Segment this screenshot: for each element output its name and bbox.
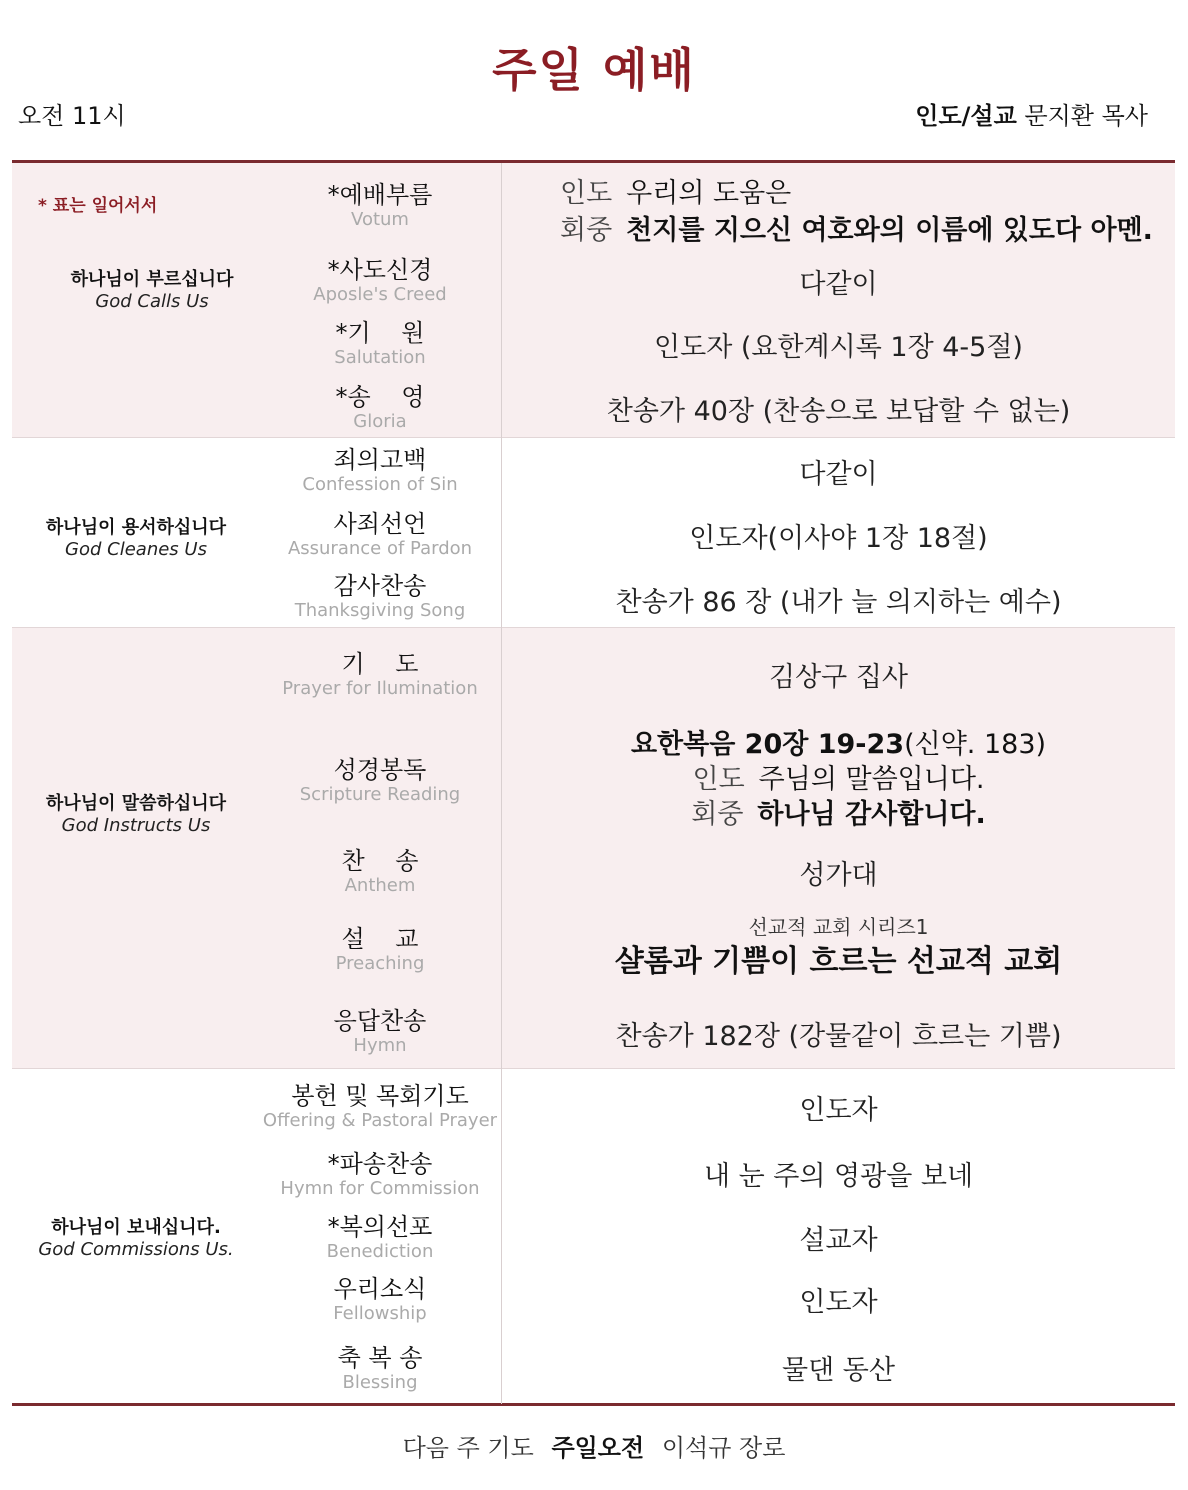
item-subtitle: Thanksgiving Song	[294, 600, 466, 621]
section-god-cleanses	[16, 513, 256, 560]
order-item-gloria	[262, 382, 498, 432]
item-title: 죄의고백	[333, 446, 427, 474]
scripture-leader-line	[502, 762, 1175, 797]
congregation-text: 하나님 감사합니다.	[757, 799, 986, 830]
order-item-fellowship	[262, 1274, 498, 1324]
item-subtitle: Benediction	[326, 1241, 434, 1262]
item-subtitle: Votum	[351, 209, 409, 230]
top-rule	[12, 160, 1175, 163]
scripture-reference	[502, 728, 1175, 762]
item-subtitle: Gloria	[353, 411, 407, 432]
footer-name: 이석규 장로	[661, 1434, 786, 1462]
item-title: 감사찬송	[333, 572, 427, 600]
item-title: *송 영	[335, 383, 425, 411]
order-item-confession	[262, 445, 498, 495]
value-offering: 인도자	[799, 1095, 878, 1126]
sermon-series: 선교적 교회 시리즈1	[748, 915, 929, 939]
item-subtitle: Fellowship	[333, 1303, 427, 1324]
next-week-prayer	[0, 1428, 1188, 1463]
order-item-benediction	[262, 1212, 498, 1262]
item-title: 찬 송	[341, 847, 419, 875]
scripture-ref-main: 요한복음 20장 19-23	[630, 729, 905, 760]
order-item-preaching	[262, 924, 498, 974]
order-item-commission-hymn	[262, 1149, 498, 1199]
sermon-block	[502, 914, 1175, 984]
item-subtitle: Aposle's Creed	[313, 284, 447, 305]
order-item-scripture	[262, 755, 498, 805]
item-subtitle: Scripture Reading	[299, 784, 461, 805]
value-hymn: 찬송가 182장 (강물같이 흐르는 기쁨)	[615, 1021, 1062, 1052]
leader-label: 인도/설교	[915, 102, 1017, 130]
value-gloria: 찬송가 40장 (찬송으로 보답할 수 없는)	[606, 396, 1071, 427]
order-item-votum	[262, 180, 498, 230]
order-item-pardon	[262, 509, 498, 559]
sermon-title: 샬롬과 기쁨이 흐르는 선교적 교회	[614, 944, 1063, 979]
value-fellowship: 인도자	[799, 1287, 878, 1318]
section-title: 하나님이 용서하십니다	[45, 517, 227, 538]
item-subtitle: Blessing	[342, 1372, 418, 1393]
footer-service: 주일오전	[551, 1434, 645, 1462]
section-title: 하나님이 부르십니다	[70, 269, 234, 290]
order-item-blessing	[262, 1343, 498, 1393]
standing-note: * 표는 일어서서	[38, 196, 158, 216]
item-title: 기 도	[341, 650, 419, 678]
bottom-rule	[12, 1403, 1175, 1406]
value-salutation: 인도자 (요한계시록 1장 4-5절)	[654, 332, 1023, 363]
value-thanksgiving: 찬송가 86 장 (내가 늘 의지하는 예수)	[615, 587, 1062, 618]
page-title: 주일 예배	[492, 43, 696, 97]
section-subtitle: God Instructs Us	[61, 815, 211, 836]
order-item-creed	[262, 255, 498, 305]
item-title: *예배부름	[327, 181, 433, 209]
votum-leader-line	[560, 176, 791, 212]
congregation-text: 천지를 지으신 여호와의 이름에 있도다 아멘.	[626, 215, 1153, 246]
section-divider	[12, 1068, 1175, 1069]
item-title: 설 교	[341, 925, 419, 953]
section-title: 하나님이 말씀하십니다	[45, 793, 227, 814]
item-subtitle: Prayer for Ilumination	[282, 678, 478, 699]
value-anthem: 성가대	[799, 860, 878, 891]
service-time: 오전 11시	[18, 102, 126, 130]
value-commission-hymn: 내 눈 주의 영광을 보네	[703, 1161, 974, 1192]
item-title: 응답찬송	[333, 1007, 427, 1035]
section-divider	[12, 437, 1175, 438]
order-item-hymn	[262, 1006, 498, 1056]
item-title: 봉헌 및 목회기도	[291, 1082, 469, 1110]
item-title: *파송찬송	[327, 1150, 433, 1178]
section-title: 하나님이 보내십니다.	[51, 1217, 221, 1238]
item-subtitle: Hymn for Commission	[280, 1178, 480, 1199]
value-prayer: 김상구 집사	[769, 662, 908, 693]
leader-label: 인도	[560, 178, 613, 209]
service-leader	[915, 96, 1148, 131]
scripture-block	[502, 728, 1175, 832]
section-god-commissions	[16, 1213, 256, 1260]
item-subtitle: Assurance of Pardon	[287, 538, 473, 559]
leader-text: 우리의 도움은	[626, 178, 792, 209]
leader-text: 주님의 말씀입니다.	[758, 764, 985, 795]
section-subtitle: God Calls Us	[95, 291, 209, 312]
order-item-offering	[262, 1081, 498, 1131]
item-subtitle: Anthem	[344, 875, 416, 896]
item-subtitle: Confession of Sin	[302, 474, 458, 495]
scripture-congregation-line	[502, 797, 1175, 832]
order-item-salutation	[262, 318, 498, 368]
item-title: 축 복 송	[337, 1344, 423, 1372]
item-title: *사도신경	[327, 256, 433, 284]
congregation-label: 회중	[560, 215, 613, 246]
item-subtitle: Salutation	[334, 347, 426, 368]
value-creed: 다같이	[799, 269, 878, 300]
section-subtitle: God Cleanes Us	[65, 539, 207, 560]
congregation-label: 회중	[691, 799, 744, 830]
order-item-anthem	[262, 846, 498, 896]
item-subtitle: Hymn	[353, 1035, 407, 1056]
value-benediction: 설교자	[799, 1225, 878, 1256]
item-title: *기 원	[335, 319, 425, 347]
value-pardon: 인도자(이사야 1장 18절)	[689, 523, 988, 554]
scripture-ref-note: (신약. 183)	[904, 729, 1047, 760]
value-confession: 다같이	[799, 459, 878, 490]
section-subtitle: God Commissions Us.	[38, 1239, 234, 1260]
item-title: 성경봉독	[333, 756, 427, 784]
footer-label: 다음 주 기도	[402, 1434, 534, 1462]
item-title: 사죄선언	[333, 510, 427, 538]
item-subtitle: Preaching	[335, 953, 425, 974]
section-god-calls	[32, 265, 272, 312]
section-divider	[12, 627, 1175, 628]
order-item-prayer	[262, 649, 498, 699]
item-title: 우리소식	[333, 1275, 427, 1303]
votum-congregation-line	[560, 213, 1153, 249]
value-blessing: 물댄 동산	[782, 1355, 895, 1386]
item-subtitle: Offering & Pastoral Prayer	[262, 1110, 498, 1131]
item-title: *복의선포	[327, 1213, 433, 1241]
section-god-instructs	[16, 789, 256, 836]
order-item-thanksgiving	[262, 571, 498, 621]
leader-label: 인도	[692, 764, 745, 795]
leader-name: 문지환 목사	[1024, 102, 1148, 130]
